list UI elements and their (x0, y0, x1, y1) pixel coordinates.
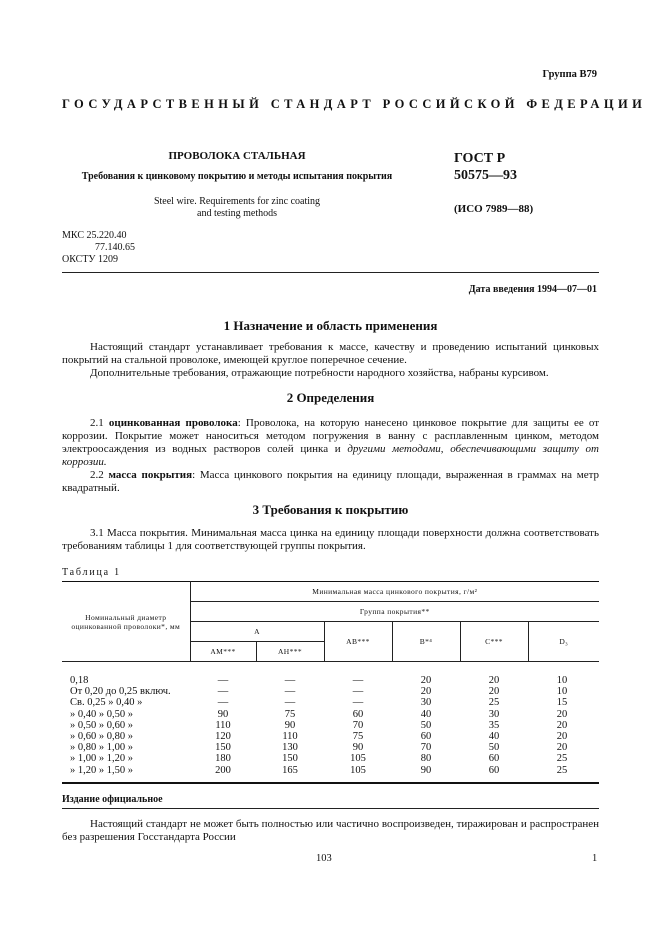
header-group-a: А (190, 622, 324, 642)
header-diameter: Номинальный диаметр оцинкованной проволоки*, мм (62, 582, 190, 662)
section-3-heading: 3 Требования к покрытию (252, 502, 409, 517)
table-cell-d3: 25 (556, 764, 568, 776)
coating-mass-table-header (62, 581, 599, 662)
table-cell-d3: 20 (556, 730, 568, 742)
header-d3: D₃ (528, 622, 599, 662)
table-cell-am: 200 (215, 764, 231, 776)
table-cell-c: 30 (488, 708, 500, 720)
copyright-note-text: Настоящий стандарт не может быть полностью или частично воспроизведен, тиражирован и распространен без разрешения Госстандарта России (62, 818, 599, 843)
table-cell-d: » 0,40 » 0,50 » (70, 708, 133, 720)
table-cell-d3: 10 (556, 675, 568, 686)
definition-2-1 (62, 417, 599, 469)
table-cell-d: От 0,20 до 0,25 включ. (70, 686, 171, 698)
gost-line1: ГОСТ Р (454, 151, 506, 166)
table-cell-ab: 70 (352, 719, 364, 731)
definition-2-2 (62, 469, 599, 495)
table-caption: Таблица 1 (62, 567, 121, 578)
page-number: 103 (316, 853, 332, 864)
table-cell-am: — (217, 675, 229, 686)
table-row (62, 720, 599, 731)
table-cell-d3: 20 (556, 742, 568, 754)
table-cell-d3: 10 (556, 686, 568, 698)
gost-line2: 50575—93 (454, 168, 517, 183)
definition-italic-text: другими методами, обеспечивающими защиту от коррозии. (62, 443, 599, 468)
table-cell-am: — (217, 697, 229, 709)
table-cell-d: 0,18 (70, 675, 89, 686)
table-cell-am: 120 (215, 730, 231, 742)
table-row (62, 709, 599, 720)
document-title: ПРОВОЛОКА СТАЛЬНАЯ (168, 150, 306, 162)
table-cell-ab: — (352, 697, 364, 709)
table-cell-c: 50 (488, 742, 500, 754)
table-cell-d: » 1,20 » 1,50 » (70, 764, 133, 776)
table-cell-ab: 60 (352, 708, 364, 720)
table-cell-an: 75 (284, 708, 296, 720)
english-title-line2: and testing methods (197, 208, 277, 219)
definition-term: масса покрытия (108, 469, 193, 481)
header-ab: АВ*** (324, 622, 392, 662)
header-coating-group: Группа покрытия** (190, 602, 599, 622)
table-cell-b: 60 (420, 730, 432, 742)
table-cell-c: 60 (488, 764, 500, 776)
header-b: В*⁴ (392, 622, 460, 662)
definition-text: : Масса цинкового покрытия на единицу площади, выраженная в граммах на метр квадратный. (62, 469, 600, 494)
group-code: Группа В79 (542, 69, 597, 80)
state-standard-heading: ГОСУДАРСТВЕННЫЙ СТАНДАРТ РОССИЙСКОЙ ФЕДЕРАЦИИ (62, 97, 647, 111)
table-cell-ab: 105 (350, 764, 366, 776)
table-cell-am: — (217, 686, 229, 698)
table-cell-d3: 20 (556, 708, 568, 720)
table-cell-c: 60 (488, 753, 500, 765)
header-min-mass: Минимальная масса цинкового покрытия, г/м² (190, 582, 599, 602)
table-cell-d: » 1,00 » 1,20 » (70, 753, 133, 765)
table-cell-an: 130 (282, 742, 298, 754)
definition-text: : Проволока, на которую нанесено цинковое покрытие для защиты ее от коррозии. Покрытие может наноситься методом погружения в ванну с расплавленным цинком, методом электроосаждения из водных растворов солей цинка и (62, 417, 600, 455)
table-cell-c: 35 (488, 719, 500, 731)
mks-code-2: 77.140.65 (95, 242, 135, 253)
table-row (62, 686, 599, 697)
table-cell-am: 150 (215, 742, 231, 754)
table-cell-d3: 15 (556, 697, 568, 709)
table-cell-an: 110 (282, 730, 298, 742)
table-cell-b: 30 (420, 697, 432, 709)
mks-code: МКС 25.220.40 (62, 230, 127, 241)
definition-term: оцинкованная проволока (108, 417, 238, 429)
publication-label: Издание официальное (62, 794, 163, 805)
table-row (62, 753, 599, 764)
section-3-body (62, 527, 599, 553)
table-cell-an: — (284, 686, 296, 698)
table-cell-b: 70 (420, 742, 432, 754)
table-cell-c: 20 (488, 686, 500, 698)
table-row (62, 742, 599, 753)
table-cell-an: — (284, 697, 296, 709)
table-cell-am: 90 (217, 708, 229, 720)
gost-number (454, 150, 517, 184)
table-cell-b: 50 (420, 719, 432, 731)
table-row (62, 697, 599, 708)
coating-mass-table-body (62, 675, 599, 776)
iso-reference: (ИСО 7989—88) (454, 203, 534, 215)
table-cell-d: » 0,50 » 0,60 » (70, 719, 133, 731)
table-cell-b: 40 (420, 708, 432, 720)
table-cell-b: 20 (420, 686, 432, 698)
table-cell-b: 80 (420, 753, 432, 765)
section-1-heading: 1 Назначение и область применения (223, 318, 438, 333)
table-cell-c: 25 (488, 697, 500, 709)
table-row (62, 675, 599, 686)
table-row (62, 731, 599, 742)
english-title-line1: Steel wire. Requirements for zinc coating (153, 196, 321, 207)
table-cell-am: 110 (215, 719, 231, 731)
classification-codes (62, 230, 135, 266)
table-cell-c: 20 (488, 675, 500, 686)
section-1-body (62, 341, 599, 380)
table-cell-an: 90 (284, 719, 296, 731)
table-cell-b: 90 (420, 764, 432, 776)
section-2-heading: 2 Определения (286, 390, 375, 405)
table-cell-ab: 90 (352, 742, 364, 754)
section-3-paragraph-1: 3.1 Масса покрытия. Минимальная масса цинка на единицу площади поверхности должна соответствовать требованиям таблицы 1 для соответствующей группы покрытия. (62, 527, 599, 552)
table-cell-d: » 0,60 » 0,80 » (70, 730, 133, 742)
divider (62, 272, 599, 273)
divider (62, 808, 599, 809)
copyright-note (62, 818, 599, 844)
definition-number: 2.1 (90, 417, 104, 429)
introduction-date: Дата введения 1994—07—01 (468, 284, 597, 295)
table-cell-d3: 25 (556, 753, 568, 765)
header-c: С*** (460, 622, 528, 662)
table-cell-ab: 75 (352, 730, 364, 742)
table-cell-d3: 20 (556, 719, 568, 731)
table-cell-c: 40 (488, 730, 500, 742)
table-cell-ab: — (352, 675, 364, 686)
section-1-paragraph-2: Дополнительные требования, отражающие потребности народного хозяйства, набраны курсивом. (90, 367, 549, 379)
table-cell-d: » 0,80 » 1,00 » (70, 742, 133, 754)
table-bottom-rule (62, 782, 599, 784)
table-row (62, 765, 599, 776)
sheet-number: 1 (592, 853, 598, 864)
table-cell-ab: 105 (350, 753, 366, 765)
table-cell-d: Св. 0,25 » 0,40 » (70, 697, 143, 709)
table-cell-an: 165 (282, 764, 298, 776)
header-am: АМ*** (190, 642, 256, 662)
section-2-body (62, 417, 599, 495)
table-cell-an: 150 (282, 753, 298, 765)
table-cell-b: 20 (420, 675, 432, 686)
okstu-code: ОКСТУ 1209 (62, 254, 119, 265)
section-1-paragraph-1: Настоящий стандарт устанавливает требования к массе, качеству и проведению испытаний цинковых покрытий на стальной проволоке, имеющей круглое поперечное сечение. (62, 341, 599, 366)
table-cell-am: 180 (215, 753, 231, 765)
english-title (62, 196, 412, 220)
definition-number: 2.2 (90, 469, 104, 481)
document-subtitle: Требования к цинковому покрытию и методы испытания покрытия (81, 171, 393, 182)
table-cell-ab: — (352, 686, 364, 698)
header-an: АН*** (256, 642, 324, 662)
table-cell-an: — (284, 675, 296, 686)
